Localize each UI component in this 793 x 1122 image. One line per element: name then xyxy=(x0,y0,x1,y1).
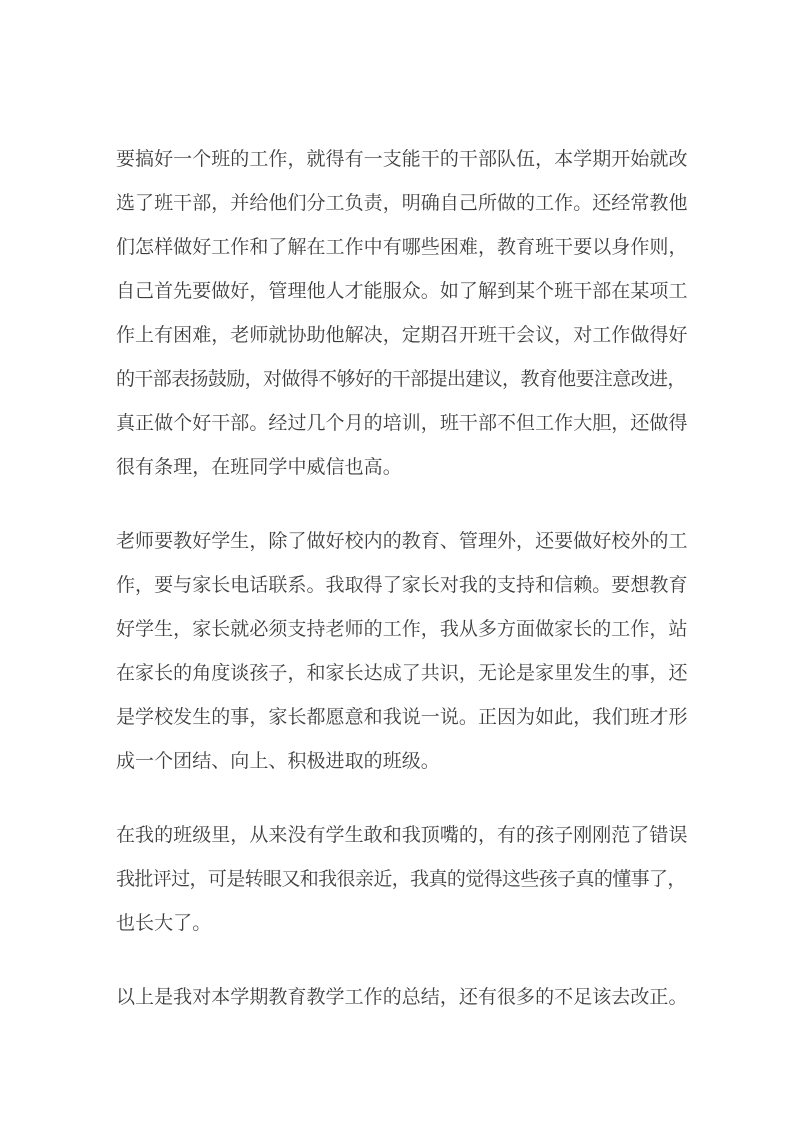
text-line: 好学生，家长就必须支持老师的工作，我从多方面做家长的工作，站 xyxy=(116,619,688,640)
paragraph-parent-communication xyxy=(116,520,688,784)
text-line: 很有条理，在班同学中威信也高。 xyxy=(116,457,402,478)
text-line: 也长大了。 xyxy=(116,913,212,934)
text-line: 的干部表扬鼓励，对做得不够好的干部提出建议，教育他要注意改进， xyxy=(116,369,686,390)
text-line: 在家长的角度谈孩子，和家长达成了共识，无论是家里发生的事，还 xyxy=(116,663,688,684)
text-line: 作上有困难，老师就协助他解决，定期召开班干会议，对工作做得好 xyxy=(116,325,688,346)
text-line: 要搞好一个班的工作，就得有一支能干的干部队伍，本学期开始就改 xyxy=(116,149,688,170)
text-line: 以上是我对本学期教育教学工作的总结，还有很多的不足该去改正。 xyxy=(116,987,688,1008)
text-line: 我批评过，可是转眼又和我很亲近，我真的觉得这些孩子真的懂事了， xyxy=(116,869,686,890)
text-line: 选了班干部，并给他们分工负责，明确自己所做的工作。还经常教他 xyxy=(116,193,688,214)
paragraph-students-relationship xyxy=(116,814,688,946)
text-line: 在我的班级里，从来没有学生敢和我顶嘴的，有的孩子刚刚范了错误 xyxy=(116,825,688,846)
paragraph-conclusion xyxy=(116,976,688,1020)
text-line: 自己首先要做好，管理他人才能服众。如了解到某个班干部在某项工 xyxy=(116,281,688,302)
text-line: 老师要教好学生，除了做好校内的教育、管理外，还要做好校外的工 xyxy=(116,531,688,552)
text-line: 是学校发生的事，家长都愿意和我说一说。正因为如此，我们班才形 xyxy=(116,707,688,728)
text-line: 们怎样做好工作和了解在工作中有哪些困难，教育班干要以身作则， xyxy=(116,237,688,258)
paragraph-class-cadres xyxy=(116,138,688,490)
text-line: 真正做个好干部。经过几个月的培训，班干部不但工作大胆，还做得 xyxy=(116,413,688,434)
document-body xyxy=(116,138,688,1020)
text-line: 成一个团结、向上、积极进取的班级。 xyxy=(116,751,440,772)
text-line: 作，要与家长电话联系。我取得了家长对我的支持和信赖。要想教育 xyxy=(116,575,688,596)
